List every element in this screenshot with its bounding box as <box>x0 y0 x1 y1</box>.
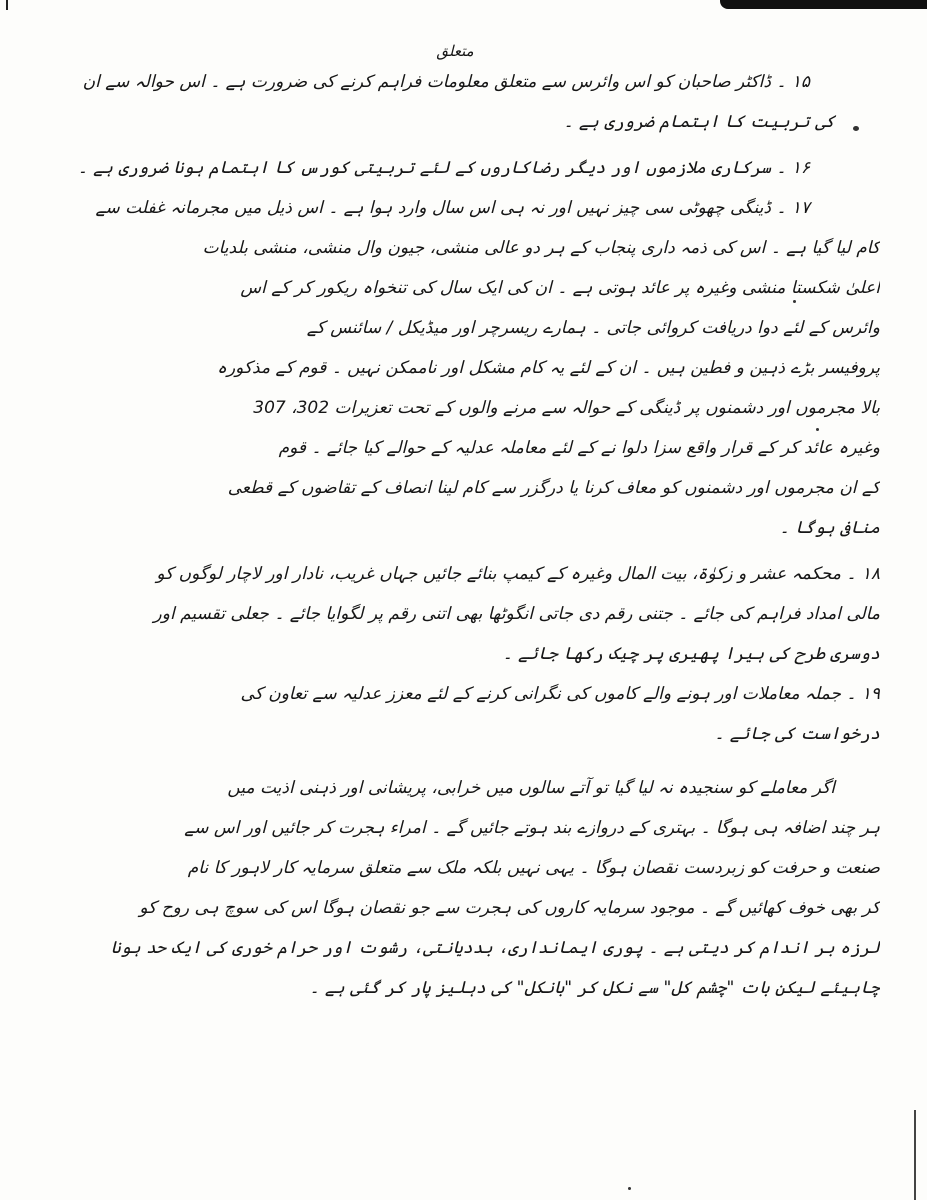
text-line: کر بھی خوف کھائیں گے ۔ موجود سرمایہ کاروں کی ہجرت سے جو نقصان ہوگا اس کی سوچ ہی روح کو <box>139 898 880 918</box>
text-line: اعلیٰ شکستا منشی وغیرہ پر عائد ہوتی ہے ۔ ان کی ایک سال کی تنخواہ ریکور کر کے اس <box>240 278 880 298</box>
text-line: لرزہ بر اندام کر دیتی ہے ۔ پوری ایمانداری، بددیانتی، رشوت اور حرام خوری کی ایک حد ہونا <box>110 938 880 958</box>
handwritten-text <box>30 40 880 1008</box>
scan-speck <box>628 1187 631 1190</box>
text-line: وائرس کے لئے دوا دریافت کروائی جاتی ۔ ہمارے ریسرچر اور میڈیکل / سائنس کے <box>306 318 880 338</box>
text-line: بالا مجرموں اور دشمنوں پر ڈینگی کے حوالہ سے مرنے والوں کے تحت تعزیرات 302، 307 <box>253 398 880 418</box>
text-line: چاہیئے لیکن بات "چشم کل" سے نکل کر "بانکل" کی دہلیز پار کر گئی ہے ۔ <box>309 978 880 998</box>
scan-mark-top-left <box>6 0 8 10</box>
text-line: وغیرہ عائد کر کے قرار واقع سزا دلوا نے کے لئے معاملہ عدلیہ کے حوالے کیا جائے ۔ قوم <box>278 438 880 458</box>
text-line: صنعت و حرفت کو زبردست نقصان ہوگا ۔ یہی نہیں بلکہ ملک سے متعلق سرمایہ کار لاہور کا نام <box>187 858 880 878</box>
page-heading: متعلق <box>436 42 474 60</box>
text-line: ۱۹ ۔ جملہ معاملات اور ہونے والے کاموں کی نگرانی کرنے کے لئے معزز عدلیہ سے تعاون کی <box>240 684 880 704</box>
scan-edge-right <box>914 1110 916 1200</box>
text-line: کام لیا گیا ہے ۔ اس کی ذمہ داری پنجاب کے ہر دو عالی منشی، جیون وال منشی، منشی بلدیات <box>202 238 880 258</box>
text-line: اگر معاملے کو سنجیدہ نہ لیا گیا تو آتے سالوں میں خرابی، پریشانی اور ذہنی اذیت میں <box>227 778 835 798</box>
scan-artifact-top <box>720 0 927 9</box>
text-line: پروفیسر بڑے ذہین و فطین ہیں ۔ ان کے لئے یہ کام مشکل اور ناممکن نہیں ۔ قوم کے مذکورہ <box>217 358 880 378</box>
text-line: ۱۸ ۔ محکمہ عشر و زکوٰۃ، بیت المال وغیرہ کے کیمپ بنائے جائیں جہاں غریب، نادار اور لاچار لوگوں کو <box>156 564 880 584</box>
text-line: درخواست کی جائے ۔ <box>714 724 880 744</box>
text-line: منافی ہوگا ۔ <box>779 518 880 538</box>
text-line: ہر چند اضافہ ہی ہوگا ۔ بہتری کے دروازے بند ہوتے جائیں گے ۔ امراء ہجرت کر جائیں اور اس سے <box>184 818 880 838</box>
text-line: ۱۷ ۔ ڈینگی چھوٹی سی چیز نہیں اور نہ ہی اس سال وارد ہوا ہے ۔ اس ذیل میں مجرمانہ غفلت سے <box>95 198 810 218</box>
text-line: ۱۶ ۔ سرکاری ملازموں اور دیگر رضاکاروں کے لئے تربیتی کورس کا اہتمام ہونا ضروری ہے ۔ <box>77 158 810 178</box>
text-line: کے ان مجرموں اور دشمنوں کو معاف کرنا یا درگزر سے کام لینا انصاف کے تقاضوں کے قطعی <box>227 478 880 498</box>
text-line: کی تربیت کا اہتمام ضروری ہے ۔ <box>563 112 835 132</box>
text-line: دوسری طرح کی ہیرا پھیری پر چیک رکھا جائے ۔ <box>502 644 880 664</box>
text-line: ۱۵ ۔ ڈاکٹر صاحبان کو اس وائرس سے متعلق معلومات فراہم کرنے کی ضرورت ہے ۔ اس حوالہ سے ان <box>82 72 810 92</box>
text-line: مالی امداد فراہم کی جائے ۔ جتنی رقم دی جاتی انگوٹھا بھی اتنی رقم پر لگوایا جائے ۔ جعلی تقسیم اور <box>153 604 880 624</box>
